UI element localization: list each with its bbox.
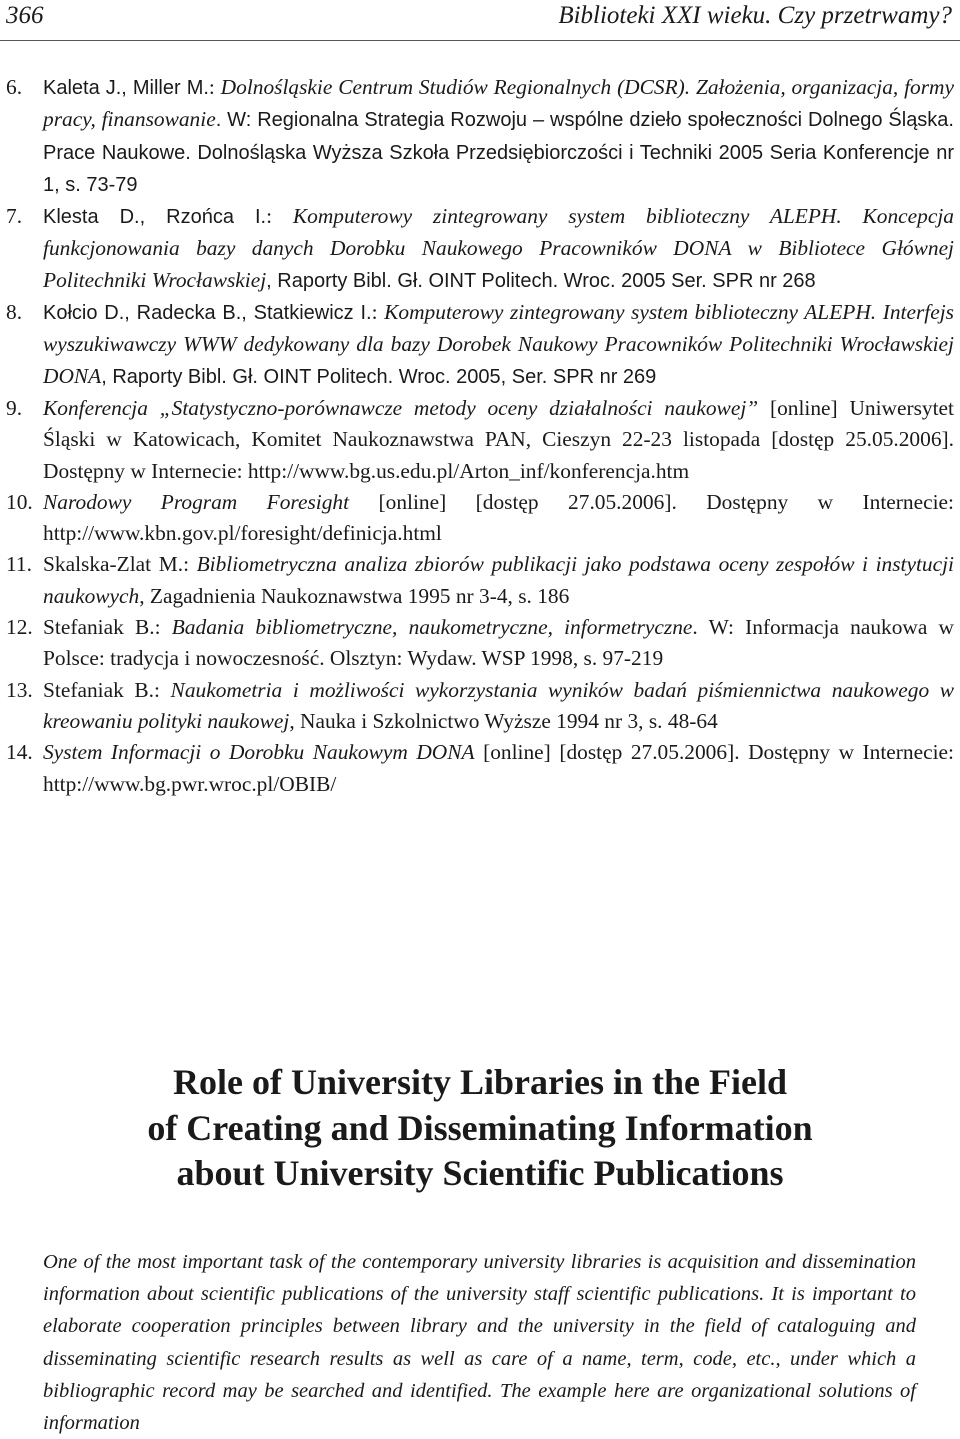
- reference-item: [0, 737, 960, 800]
- reference-number: 10.: [6, 489, 33, 514]
- reference-author: Stefaniak B.: [43, 615, 155, 640]
- reference-details: . W: Regionalna Strategia Rozwoju – wspólne dzieło społeczności Dolnego Śląska. Prace Naukowe. Dolnośląska Wyższa Szkoła Przedsiębiorczości i Techniki 2005 Seria Konferencje nr 1, s. 73-79: [43, 109, 954, 196]
- reference-author: Kołcio D., Radecka B., Statkiewicz I.: [43, 302, 372, 325]
- reference-item: [0, 487, 960, 550]
- reference-title: Komputerowy zintegrowany system biblioteczny ALEPH. Koncepcja funkcjonowania bazy danych Dorobku Naukowego Pracowników DONA w Bibliotece Głównej Politechniki Wrocławskiej: [43, 204, 954, 292]
- page-number: 366: [6, 2, 44, 29]
- reference-title: System Informacji o Dorobku Naukowym DONA: [43, 740, 475, 765]
- reference-author: Klesta D., Rzońca I.: [43, 206, 267, 229]
- reference-title: Naukometria i możliwości wykorzystania wyników badań piśmiennictwa naukowego w kreowaniu polityki naukowej: [43, 677, 955, 733]
- reference-details: , Zagadnienia Naukoznawstwa 1995 nr 3-4, s. 186: [139, 583, 570, 608]
- running-title: Biblioteki XXI wieku. Czy przetrwamy?: [558, 2, 952, 29]
- reference-details: [online] [dostęp 27.05.2006]. Dostępny w Internecie: http://www.kbn.gov.pl/foresight/definicja.html: [43, 489, 954, 546]
- reference-item: 8. Kołcio D., Radecka B., Statkiewicz I.: Komputerowy zintegrowany system biblioteczny ALEPH. Interfejs wyszukiwawczy WWW dedykowany dla bazy Dorobek Naukowy Pracowników Politechniki Wrocławskiej DONA, Raporty Bibl. Gł. OINT Politech. Wroc. 2005, Ser. SPR nr 269: [0, 297, 960, 393]
- reference-item: 6. Kaleta J., Miller M.: Dolnośląskie Centrum Studiów Regionalnych (DCSR). Założenia, organizacja, formy pracy, finansowanie. W: Regionalna Strategia Rozwoju – wspólne dzieło społeczności Dolnego Śląska. Prace Naukowe. Dolnośląska Wyższa Szkoła Przedsiębiorczości i Techniki 2005 Seria Konferencje nr 1, s. 73-79: [0, 72, 960, 201]
- reference-number: 7.: [6, 204, 23, 229]
- reference-details: . W: Informacja naukowa w Polsce: tradycja i nowoczesność. Olsztyn: Wydaw. WSP 1998, s. 97-219: [43, 615, 954, 671]
- reference-item: 11. Skalska-Zlat M.: Bibliometryczna analiza zbiorów publikacji jako podstawa oceny zespołów i instytucji naukowych, Zagadnienia Naukoznawstwa 1995 nr 3-4, s. 186: [0, 549, 960, 612]
- reference-item: [0, 393, 960, 487]
- reference-title: Bibliometryczna analiza zbiorów publikacji jako podstawa oceny zespołów i instytucji naukowych: [43, 552, 954, 608]
- reference-number: 13.: [6, 677, 33, 702]
- reference-title: Komputerowy zintegrowany system biblioteczny ALEPH. Interfejs wyszukiwawczy WWW dedykowany dla bazy Dorobek Naukowy Pracowników Politechniki Wrocławskiej DONA: [43, 300, 954, 388]
- reference-title: Badania bibliometryczne, naukometryczne, informetryczne: [171, 615, 693, 640]
- reference-details: , Raporty Bibl. Gł. OINT Politech. Wroc. 2005 Ser. SPR nr 268: [266, 269, 816, 292]
- article-title-line: of Creating and Disseminating Information: [147, 1107, 813, 1148]
- reference-author: Kaleta J., Miller M.: [43, 77, 209, 99]
- reference-number: 9.: [6, 395, 23, 420]
- reference-number: 8.: [6, 300, 23, 325]
- reference-title: Narodowy Program Foresight: [43, 489, 350, 514]
- reference-number: 6.: [6, 75, 23, 99]
- reference-number: 14.: [6, 740, 33, 765]
- article-title-line: about University Scientific Publications: [176, 1153, 784, 1193]
- running-header: [0, 0, 960, 41]
- reference-item: 7. Klesta D., Rzońca I.: Komputerowy zintegrowany system biblioteczny ALEPH. Koncepcja funkcjonowania bazy danych Dorobku Naukowego Pracowników DONA w Bibliotece Głównej Politechniki Wrocławskiej, Raporty Bibl. Gł. OINT Politech. Wroc. 2005 Ser. SPR nr 268: [0, 201, 960, 297]
- reference-author: Stefaniak B.: [43, 677, 154, 702]
- reference-details: [online] Uniwersytet Śląski w Katowicach, Komitet Naukoznawstwa PAN, Cieszyn 22-23 listopada [dostęp 25.05.2006]. Dostępny w Internecie: http://www.bg.us.edu.pl/Arton_inf/konferencja.htm: [43, 395, 954, 483]
- article-title-line: Role of University Libraries in the Field: [173, 1062, 787, 1102]
- reference-details: , Nauka i Szkolnictwo Wyższe 1994 nr 3, s. 48-64: [289, 708, 718, 733]
- reference-item: 13. Stefaniak B.: Naukometria i możliwości wykorzystania wyników badań piśmiennictwa naukowego w kreowaniu polityki naukowej, Nauka i Szkolnictwo Wyższe 1994 nr 3, s. 48-64: [0, 675, 960, 738]
- reference-number: 11.: [6, 552, 32, 577]
- reference-title: Konferencja „Statystyczno-porównawcze metody oceny działalności naukowej”: [43, 395, 759, 420]
- reference-list: [0, 72, 960, 800]
- reference-author: Skalska-Zlat M.: [43, 552, 184, 577]
- reference-details: , Raporty Bibl. Gł. OINT Politech. Wroc. 2005, Ser. SPR nr 269: [101, 365, 657, 388]
- article-title: [0, 1060, 960, 1197]
- article-abstract: One of the most important task of the contemporary university libraries is acquisition and dissemination information about scientific publications of the university staff scientific publications. It is important to elaborate cooperation principles between library and the university in the field of cataloguing and disseminating scientific research results as well as care of a name, term, code, etc., under which a bibliographic record may be searched and identified. The example here are organizational solutions of information: [43, 1251, 916, 1435]
- reference-title: Dolnośląskie Centrum Studiów Regionalnych (DCSR). Założenia, organizacja, formy pracy, finansowanie: [43, 75, 954, 132]
- reference-item: 12. Stefaniak B.: Badania bibliometryczne, naukometryczne, informetryczne. W: Informacja naukowa w Polsce: tradycja i nowoczesność. Olsztyn: Wydaw. WSP 1998, s. 97-219: [0, 612, 960, 675]
- reference-details: [online] [dostęp 27.05.2006]. Dostępny w Internecie: http://www.bg.pwr.wroc.pl/OBIB/: [43, 740, 954, 796]
- reference-number: 12.: [6, 615, 33, 640]
